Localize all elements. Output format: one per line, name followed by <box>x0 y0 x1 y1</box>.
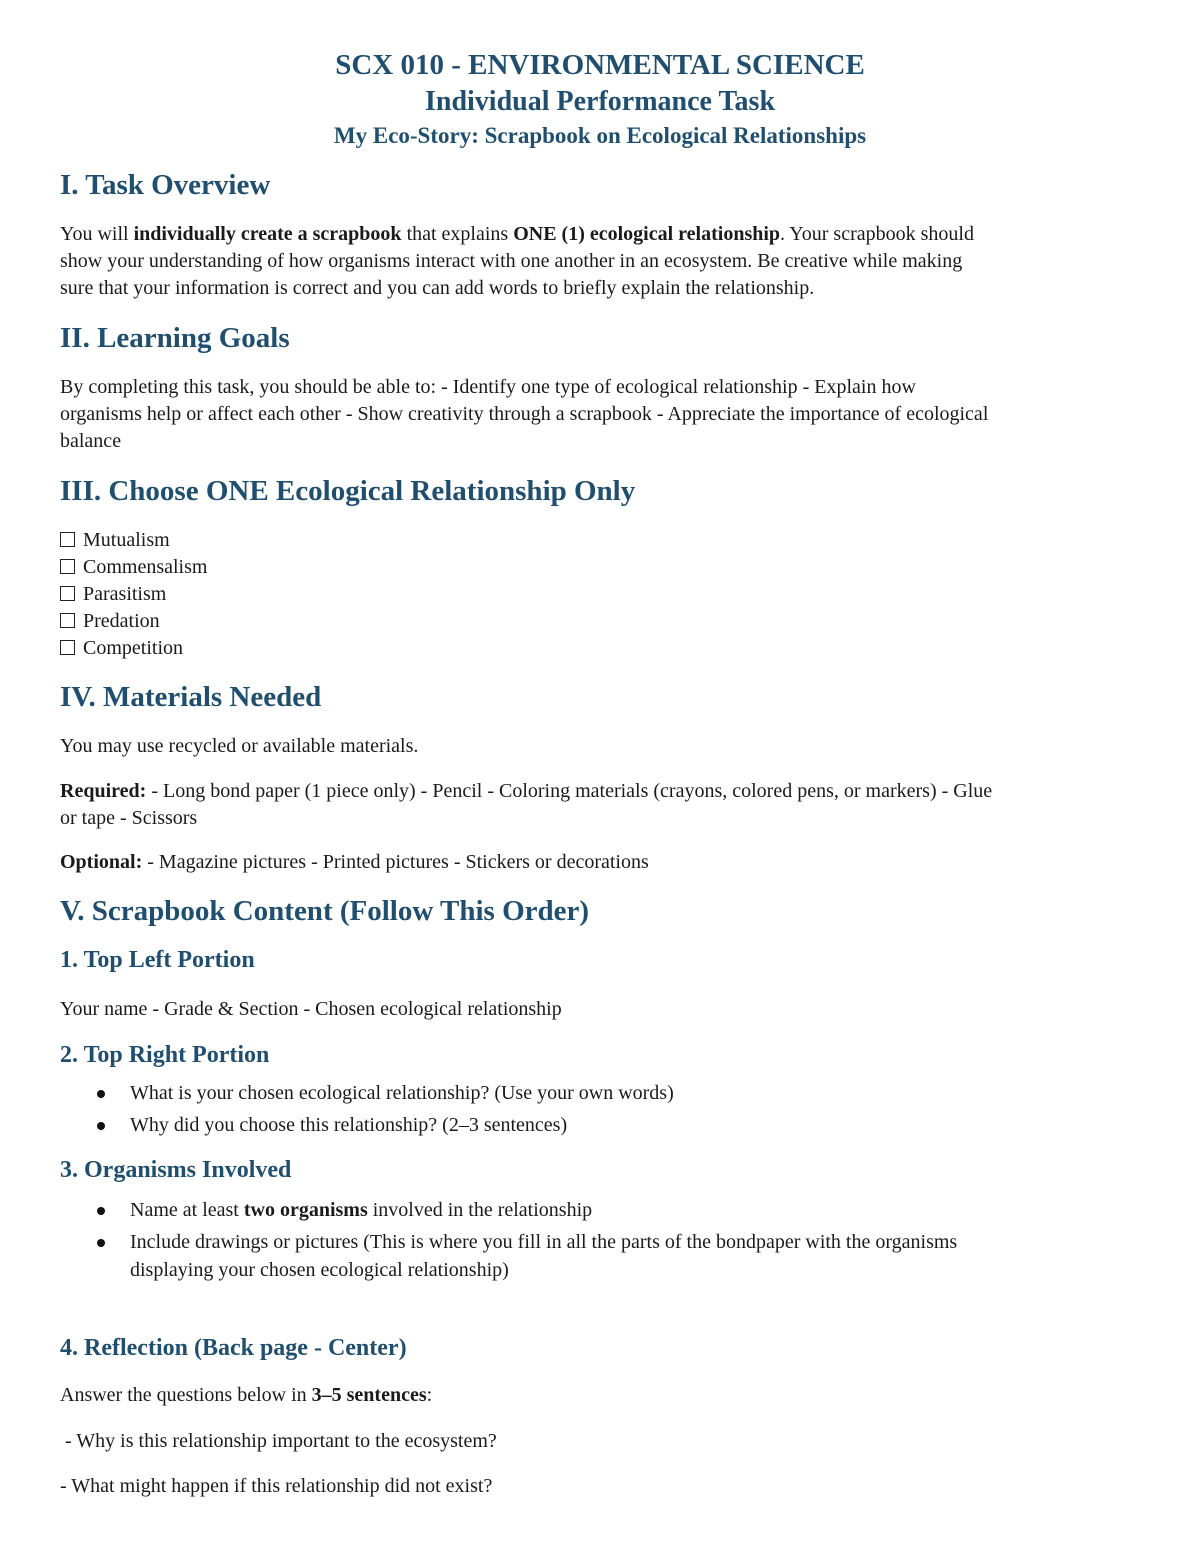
top-left-text: Your name - Grade & Section - Chosen ecological relationship <box>60 998 562 1020</box>
text-run: : <box>426 1384 433 1406</box>
checkbox-mutualism[interactable] <box>60 527 170 554</box>
checkbox-icon[interactable] <box>60 559 75 574</box>
text-run: that explains <box>401 223 514 245</box>
overview-line-3: sure that your information is correct and you can add words to briefly explain the relationship. <box>60 277 815 299</box>
overview-line-1 <box>60 221 974 248</box>
text-run: - Magazine pictures - Printed pictures - Stickers or decorations <box>142 851 649 873</box>
reflection-question-1: - Why is this relationship important to the ecosystem? <box>60 1430 497 1452</box>
list-item-continuation: displaying your chosen ecological relationship) <box>130 1259 509 1281</box>
text-run: Answer the questions below in <box>60 1384 312 1406</box>
checkbox-label: Competition <box>83 637 183 659</box>
subheading-organisms: 3. Organisms Involved <box>60 1157 292 1183</box>
goals-line-1: By completing this task, you should be able to: - Identify one type of ecological relationship - Explain how <box>60 376 916 398</box>
checkbox-icon[interactable] <box>60 613 75 628</box>
bullet-icon <box>97 1122 105 1130</box>
required-label: Required: <box>60 780 147 802</box>
section-heading-scrapbook-content: V. Scrapbook Content (Follow This Order) <box>60 895 590 927</box>
checkbox-parasitism[interactable] <box>60 581 166 608</box>
checkbox-label: Commensalism <box>83 556 208 578</box>
goals-line-2: organisms help or affect each other - Show creativity through a scrapbook - Appreciate the importance of ecological <box>60 403 989 425</box>
bullet-icon <box>97 1239 105 1247</box>
list-item-text: Why did you choose this relationship? (2–3 sentences) <box>130 1114 568 1136</box>
checkbox-icon[interactable] <box>60 640 75 655</box>
checkbox-icon[interactable] <box>60 586 75 601</box>
materials-intro: You may use recycled or available materials. <box>60 735 419 757</box>
overview-line-2: show your understanding of how organisms interact with one another in an ecosystem. Be creative while making <box>60 250 963 272</box>
section-heading-task-overview: I. Task Overview <box>60 169 271 201</box>
text-run: Name at least <box>130 1199 244 1221</box>
document-subtitle: My Eco-Story: Scrapbook on Ecological Relationships <box>333 123 867 148</box>
list-item-text: Include drawings or pictures (This is where you fill in all the parts of the bondpaper with the organisms <box>130 1231 958 1253</box>
bold-run: 3–5 sentences <box>311 1384 427 1406</box>
checkbox-commensalism[interactable] <box>60 554 207 581</box>
text-run: . Your scrapbook should <box>780 223 974 245</box>
text-run: involved in the relationship <box>367 1199 593 1221</box>
bullet-icon <box>97 1090 105 1098</box>
reflection-intro <box>60 1382 432 1409</box>
list-item <box>130 1079 674 1107</box>
required-line-2: or tape - Scissors <box>60 807 198 829</box>
checkbox-icon[interactable] <box>60 532 75 547</box>
task-title: Individual Performance Task <box>424 86 776 117</box>
list-item <box>130 1196 592 1224</box>
optional-label: Optional: <box>60 851 143 873</box>
goals-line-3: balance <box>60 430 122 452</box>
list-item <box>130 1111 567 1139</box>
reflection-question-2: - What might happen if this relationship did not exist? <box>60 1475 493 1497</box>
bold-run: two organisms <box>243 1199 368 1221</box>
checkbox-predation[interactable] <box>60 608 160 635</box>
section-heading-materials: IV. Materials Needed <box>60 681 322 713</box>
checkbox-label: Mutualism <box>83 529 170 551</box>
subheading-top-left: 1. Top Left Portion <box>60 947 255 973</box>
subheading-reflection: 4. Reflection (Back page - Center) <box>60 1335 407 1361</box>
required-line-1 <box>60 778 992 805</box>
bullet-icon <box>97 1207 105 1215</box>
subheading-top-right: 2. Top Right Portion <box>60 1042 270 1068</box>
list-item <box>130 1228 957 1256</box>
section-heading-learning-goals: II. Learning Goals <box>60 322 290 354</box>
bold-run: individually create a scrapbook <box>133 223 402 245</box>
list-item-text: What is your chosen ecological relationship? (Use your own words) <box>130 1082 674 1104</box>
bold-run: ONE (1) ecological relationship <box>513 223 781 245</box>
course-title: SCX 010 - ENVIRONMENTAL SCIENCE <box>335 49 865 81</box>
text-run: - Long bond paper (1 piece only) - Pencil - Coloring materials (crayons, colored pens, or markers) - Glue <box>146 780 993 802</box>
checkbox-competition[interactable] <box>60 635 183 662</box>
text-run: You will <box>60 223 134 245</box>
checkbox-label: Predation <box>83 610 160 632</box>
checkbox-label: Parasitism <box>83 583 167 605</box>
section-heading-choose-relationship: III. Choose ONE Ecological Relationship Only <box>60 475 636 507</box>
optional-line <box>60 849 649 876</box>
